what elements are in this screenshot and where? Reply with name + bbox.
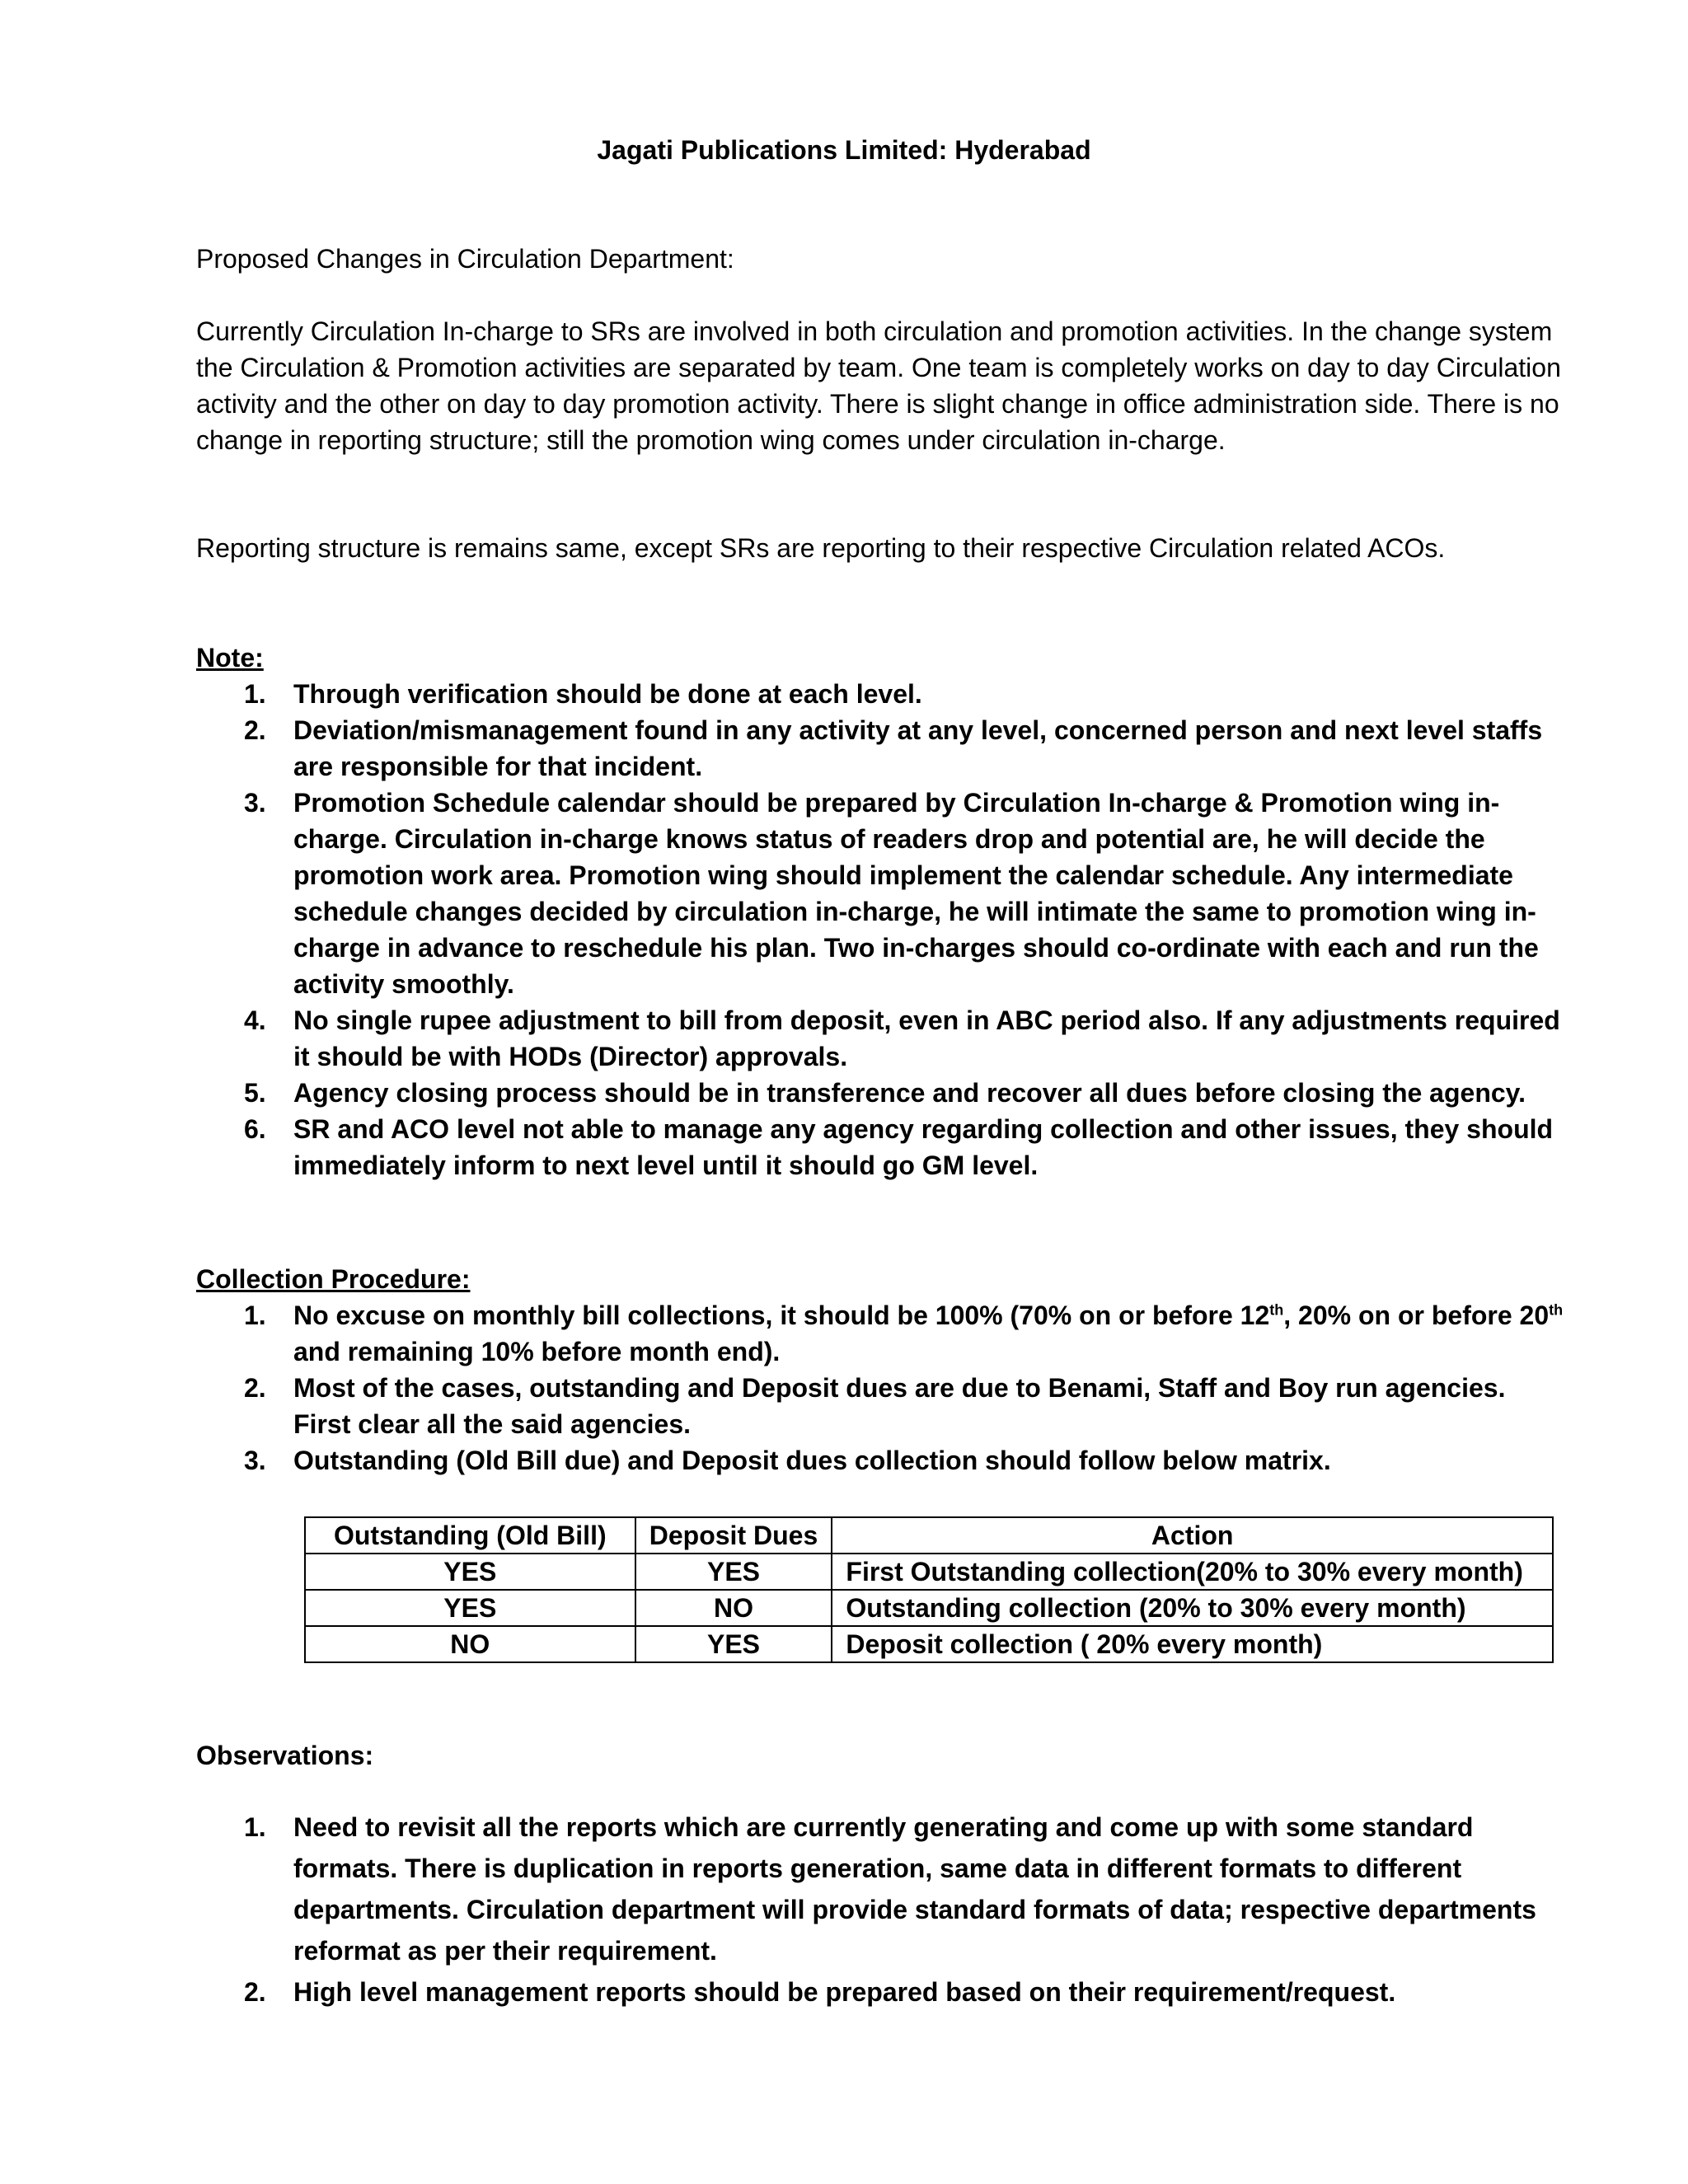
collection-heading: Collection Procedure: <box>196 1264 471 1294</box>
intro-paragraph: Currently Circulation In-charge to SRs are involved in both circulation and promotion activities. In the change system the Circulation & Promotion activities are separated by team. One team is completely works on day to day Circulation activity and the other on day to day promotion activity. There is slight change in office administration side. There is no change in reporting structure; still the promotion wing comes under circulation in-charge. <box>196 316 1561 455</box>
observations-list <box>196 1807 1564 2013</box>
note-list <box>196 676 1564 1183</box>
observations-heading: Observations: <box>196 1741 374 1770</box>
note-item: 5. Agency closing process should be in transference and recover all dues before closing the agency. <box>244 1078 1526 1108</box>
collection-item: 3. Outstanding (Old Bill due) and Deposit dues collection should follow below matrix. <box>244 1446 1331 1475</box>
table-cell: Deposit collection ( 20% every month) <box>832 1626 1553 1662</box>
collection-item: 2. Most of the cases, outstanding and Deposit dues are due to Benami, Staff and Boy run agencies. First clear all the said agencies. <box>244 1373 1506 1439</box>
column-header: Outstanding (Old Bill) <box>305 1517 635 1554</box>
observations-section <box>196 1737 1564 2013</box>
table-row <box>305 1554 1553 1590</box>
collection-section <box>196 1261 1564 1479</box>
table-header-row <box>305 1517 1553 1554</box>
reporting-paragraph: Reporting structure is remains same, except SRs are reporting to their respective Circulation related ACOs. <box>196 533 1446 563</box>
document-title: Jagati Publications Limited: Hyderabad <box>597 135 1091 165</box>
collection-matrix-table <box>304 1516 1554 1663</box>
collection-list <box>196 1297 1564 1479</box>
table-cell: NO <box>305 1626 635 1662</box>
observation-item: 2. High level management reports should be prepared based on their requirement/request. <box>244 1977 1396 2007</box>
note-item: 6. SR and ACO level not able to manage any agency regarding collection and other issues, they should immediately inform to next level until it should go GM level. <box>244 1114 1554 1180</box>
note-item: 3. Promotion Schedule calendar should be prepared by Circulation In-charge & Promotion wing in-charge. Circulation in-charge knows status of readers drop and potential are, he will decide the promotion work area. Promotion wing should implement the calendar schedule. Any intermediate schedule changes decided by circulation in-charge, he will intimate the same to promotion wing in-charge in advance to reschedule his plan. Two in-charges should co-ordinate with each and run the activity smoothly. <box>244 788 1539 999</box>
proposed-heading: Proposed Changes in Circulation Department: <box>196 244 734 274</box>
table-cell: YES <box>635 1554 832 1590</box>
observation-item: 1. Need to revisit all the reports which are currently generating and come up with some standard formats. There is duplication in reports generation, same data in different formats to different departments. Circulation department will provide standard formats of data; respective departments reformat as per their requirement. <box>244 1812 1536 1966</box>
table-cell: YES <box>305 1554 635 1590</box>
note-section <box>196 640 1564 1183</box>
collection-item: 1. No excuse on monthly bill collections, it should be 100% (70% on or before 12th, 20% on or before 20th and remaining 10% before month end). <box>244 1301 1564 1366</box>
column-header: Action <box>832 1517 1553 1554</box>
table-cell: First Outstanding collection(20% to 30% every month) <box>832 1554 1553 1590</box>
note-item: 1. Through verification should be done at each level. <box>244 679 922 709</box>
note-item: 2. Deviation/mismanagement found in any activity at any level, concerned person and next level staffs are responsible for that incident. <box>244 715 1543 781</box>
column-header: Deposit Dues <box>635 1517 832 1554</box>
table-cell: NO <box>635 1590 832 1626</box>
table-row <box>305 1626 1553 1662</box>
note-item: 4. No single rupee adjustment to bill from deposit, even in ABC period also. If any adjustments required it should be with HODs (Director) approvals. <box>244 1005 1560 1071</box>
table-cell: YES <box>305 1590 635 1626</box>
table-row <box>305 1590 1553 1626</box>
table-cell: YES <box>635 1626 832 1662</box>
note-heading: Note: <box>196 643 264 673</box>
table-cell: Outstanding collection (20% to 30% every month) <box>832 1590 1553 1626</box>
